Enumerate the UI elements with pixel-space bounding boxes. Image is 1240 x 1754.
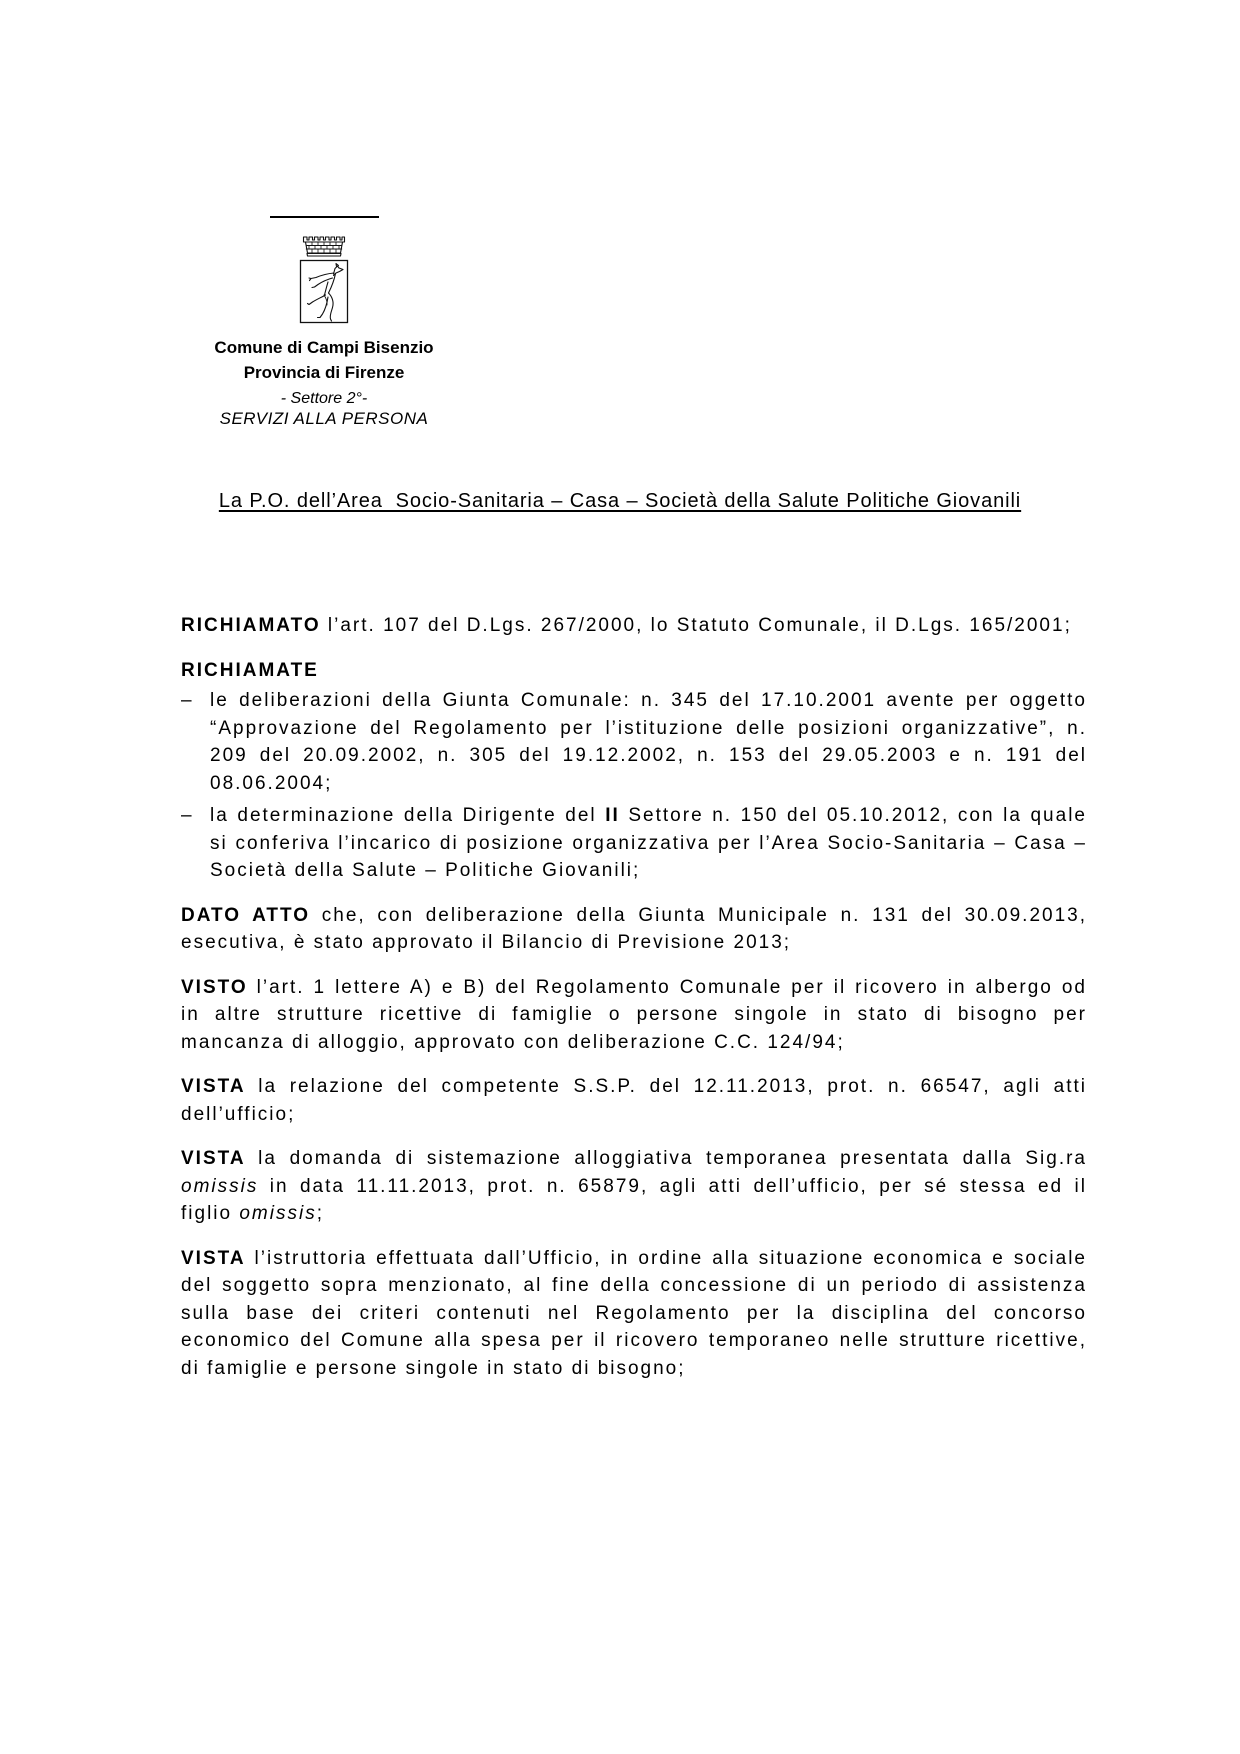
document-title-text: La P.O. dell’Area Socio-Sanitaria – Casa – Società della Salute Politiche Giovanili <box>218 490 1022 512</box>
list-item-text <box>210 805 1087 881</box>
text-run: omissis <box>239 1203 317 1224</box>
text-run: le deliberazioni della Giunta Comunale: n. 345 del 17.10.2001 avente per oggetto “Approvazione del Regolamento per l’istituzione delle posizioni organizzative”, n. 209 del 20.09.2002, n. 305 del 19.12.2002, n. 153 del 29.05.2003 e n. 191 del 08.06.2004; <box>210 690 1087 794</box>
list-bullet: – <box>181 690 194 711</box>
municipality-name: Comune di Campi Bisenzio <box>214 338 434 357</box>
document-body <box>181 612 1087 1382</box>
list-item-text <box>210 690 1087 794</box>
text-run: VISTA <box>181 1076 246 1097</box>
text-run: VISTO <box>181 976 248 998</box>
department-label: SERVIZI ALLA PERSONA <box>219 409 429 428</box>
list-item <box>181 802 1087 885</box>
text-run: la determinazione della Dirigente del <box>210 805 606 826</box>
text-run: l’istruttoria effettuata dall’Ufficio, in ordine alla situazione economica e sociale del soggetto sopra menzionato, al fine della concessione di un periodo di assistenza sulla base dei criteri contenuti nel Regolamento per la disciplina del concorso economico del Comune alla spesa per il ricovero temporaneo nelle strutture ricettive, di famiglie e persone singole in stato di bisogno; <box>181 1247 1087 1379</box>
text-run: RICHIAMATE <box>181 659 319 681</box>
letterhead-rule <box>270 216 379 218</box>
paragraph <box>181 1245 1087 1383</box>
text-run: in data 11.11.2013, prot. n. 65879, agli atti dell’ufficio, per sé stessa ed il figlio <box>181 1175 1087 1224</box>
text-run: la domanda di sistemazione alloggiativa temporanea presentata dalla Sig.ra <box>245 1148 1087 1169</box>
text-run: VISTA <box>181 1148 246 1169</box>
text-run: omissis <box>181 1175 259 1197</box>
paragraph <box>181 902 1087 957</box>
province-name: Provincia di Firenze <box>243 363 405 382</box>
sector-label: - Settore 2°- <box>280 390 368 407</box>
text-run: II <box>605 805 620 826</box>
list-bullet: – <box>181 805 194 826</box>
text-run: ; <box>316 1203 324 1224</box>
section-heading <box>181 657 1087 685</box>
text-run: che, con deliberazione della Giunta Municipale n. 131 del 30.09.2013, esecutiva, è stato approvato il Bilancio di Previsione 2013; <box>181 904 1087 953</box>
text-run: l’art. 1 lettere A) e B) del Regolamento Comunale per il ricovero in albergo od in altre strutture ricettive di famiglie o persone singole in stato di bisogno per mancanza di alloggio, approvato con deliberazione C.C. 124/94; <box>181 976 1087 1053</box>
text-run: RICHIAMATO <box>181 615 321 636</box>
paragraph <box>181 974 1087 1057</box>
paragraph <box>181 1073 1087 1128</box>
municipal-crest-icon <box>298 235 350 324</box>
document-title <box>150 490 1090 513</box>
text-run: DATO ATTO <box>181 904 311 926</box>
crest-shield <box>301 261 348 323</box>
rampant-dog <box>308 264 344 322</box>
text-run: la relazione del competente S.S.P. del 12.11.2013, prot. n. 66547, agli atti dell’ufficio; <box>181 1076 1087 1125</box>
text-run: Settore n. 150 del 05.10.2012, con la quale si conferiva l’incarico di posizione organizzativa per l’Area Socio-Sanitaria – Casa – Società della Salute – Politiche Giovanili; <box>210 805 1087 881</box>
paragraph <box>181 1145 1087 1228</box>
paragraph <box>181 612 1087 640</box>
text-run: VISTA <box>181 1247 246 1269</box>
dash-list <box>181 687 1087 885</box>
list-item <box>181 687 1087 797</box>
text-run: l’art. 107 del D.Lgs. 267/2000, lo Statuto Comunale, il D.Lgs. 165/2001; <box>320 615 1072 636</box>
mural-crown <box>304 237 345 256</box>
letterhead <box>172 216 476 428</box>
